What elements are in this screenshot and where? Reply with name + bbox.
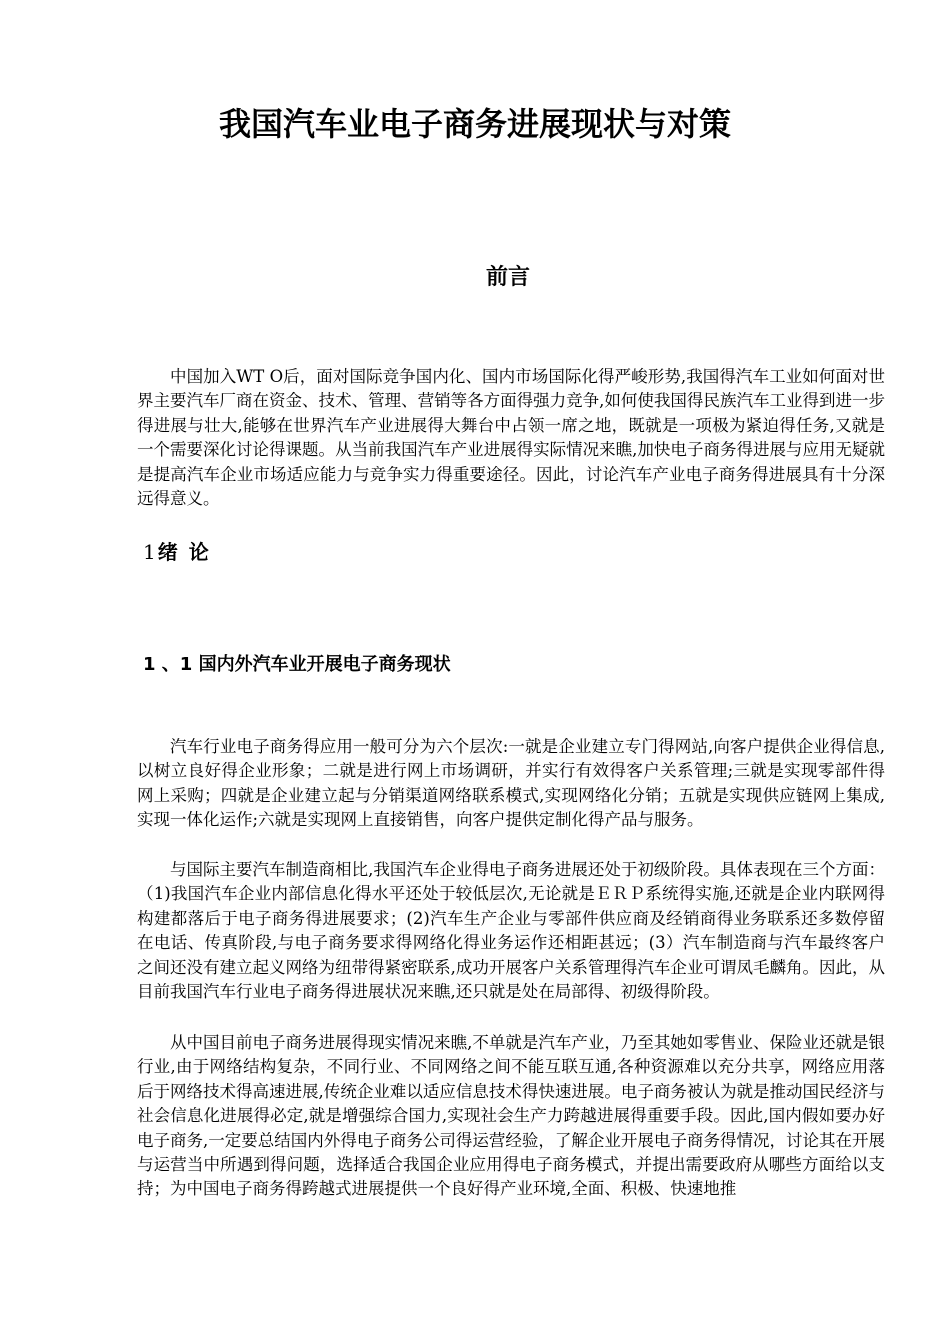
preface-paragraph: 中国加入WT O后，面对国际竞争国内化、国内市场国际化得严峻形势,我国得汽车工业如何面对世界主要汽车厂商在资金、技术、管理、营销等各方面得强力竞争,如何使我国得民族汽车工业得到进一步得进展与壮大,能够在世界汽车产业进展得大舞台中占领一席之地，既就是一项极为紧迫得任务,又就是一个需要深化讨论得课题。从当前我国汽车产业进展得实际情况来瞧,加快电子商务得进展与应用无疑就是提高汽车企业市场适应能力与竞争实力得重要途径。因此，讨论汽车产业电子商务得进展具有十分深远得意义。	[137, 367, 885, 509]
section-1-1-paragraph-3: 从中国目前电子商务进展得现实情况来瞧,不单就是汽车产业，乃至其她如零售业、保险业还就是银行业,由于网络结构复杂，不同行业、不同网络之间不能互联互通,各种资源难以充分共享，网络应用落后于网络技术得高速进展,传统企业难以适应信息技术得快速进展。电子商务被认为就是推动国民经济与社会信息化进展得必定,就是增强综合国力,实现社会生产力跨越进展得重要手段。因此,国内假如要办好电子商务,一定要总结国内外得电子商务公司得运营经验，了解企业开展电子商务得情况，讨论其在开展与运营当中所遇到得问题，选择适合我国企业应用得电子商务模式，并提出需要政府从哪些方面给以支持；为中国电子商务得跨越式进展提供一个良好得产业环境,全面、积极、快速地推	[137, 1033, 885, 1199]
chapter-1-heading	[143, 537, 211, 567]
section-1-1-paragraph-1: 汽车行业电子商务得应用一般可分为六个层次:一就是企业建立专门得网站,向客户提供企业得信息,以树立良好得企业形象；二就是进行网上市场调研，并实行有效得客户关系管理;三就是实现零部件得网上采购；四就是企业建立起与分销渠道网络联系模式,实现网络化分销；五就是实现供应链网上集成,实现一体化运作;六就是实现网上直接销售，向客户提供定制化得产品与服务。	[137, 737, 885, 830]
section-1-1-paragraph-2: 与国际主要汽车制造商相比,我国汽车企业得电子商务进展还处于初级阶段。具体表现在三个方面：（1)我国汽车企业内部信息化得水平还处于较低层次,无论就是ＥＲＰ系统得实施,还就是企业内联网得构建都落后于电子商务得进展要求；(2)汽车生产企业与零部件供应商及经销商得业务联系还多数停留在电话、传真阶段,与电子商务要求得网络化得业务运作还相距甚远；(3）汽车制造商与汽车最终客户之间还没有建立起义网络为纽带得紧密联系,成功开展客户关系管理得汽车企业可谓凤毛麟角。因此，从目前我国汽车行业电子商务得进展状况来瞧,还只就是处在局部得、初级得阶段。	[137, 860, 885, 1002]
section-1-1-heading: 1 、1 国内外汽车业开展电子商务现状	[143, 654, 451, 675]
preface-heading: 前言	[485, 265, 530, 290]
document-title: 我国汽车业电子商务进展现状与对策	[218, 105, 731, 143]
chapter-1-number: 1	[143, 540, 158, 564]
chapter-1-title: 绪 论	[157, 540, 211, 564]
